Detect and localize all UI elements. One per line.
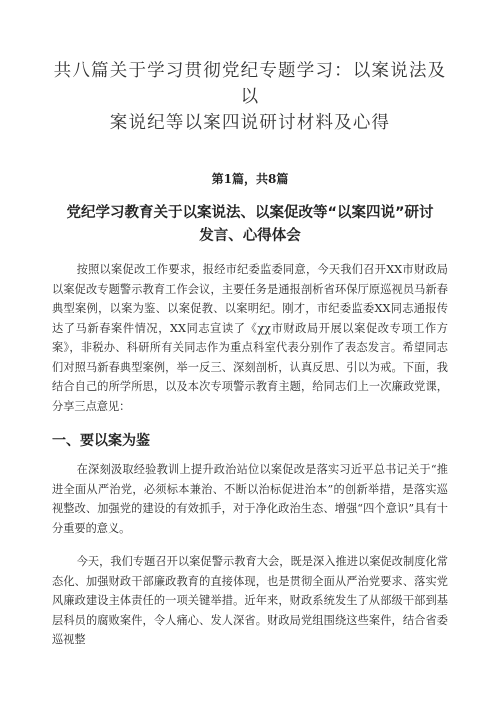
main-title-line-1: 共八篇关于学习贯彻党纪专题学习：以案说法及以 xyxy=(53,61,447,107)
main-title-line-2: 案说纪等以案四说研讨材料及心得 xyxy=(109,113,391,133)
paragraph-section-1: 在深刻汲取经验教训上提升政治站位以案促改是落实习近平总书记关于“推进全面从严治党，必须标本兼治、不断以治标促进治本”的创新举措，是落实巡视整改、加强党的建设的有效抓手，对于净化政治生态、增强“四个意识”具有十分重要的意义。 xyxy=(52,463,448,535)
main-title xyxy=(52,58,448,136)
sub-title-line-2: 发言、心得体会 xyxy=(199,228,301,244)
section-heading-1: 一、要以案为鉴 xyxy=(52,433,150,449)
paragraph-intro: 按照以案促改工作要求，报经市纪委监委同意，今天我们召开XX市财政局以案促改专题警示教育工作会议，主要任务是通报剖析省环保厅原巡视员马新春典型案例，以案为鉴、以案促教、以案明纪。刚才，市纪委监委XX同志通报传达了马新春案件情况，XX同志宣读了《χχ市财政局开展以案促改专项工作方案》，非税办、科研所有关同志作为重点科室代表分别作了表态发言。希望同志们对照马新春典型案例，举一反三、深刻剖析，认真反思、引以为戒。下面，我结合自己的所学所思，以及本次专项警示教育主题，给同志们上一次廉政党课，分享三点意见： xyxy=(52,263,448,413)
paragraph-section-1-continued: 今天，我们专题召开以案促警示教育大会，既是深入推进以案促改制度化常态化、加强财政干部廉政教育的直接体现，也是贯彻全面从严治党要求、落实党风廉政建设主体责任的一项关键举措。近年来，财政系统发生了从部级干部到基层科员的腐败案件，令人痛心、发人深省。财政局党组围绕这些案件，结合省委巡视整 xyxy=(52,555,448,646)
sub-title xyxy=(52,202,448,248)
sub-title-line-1: 党纪学习教育关于以案说法、以案促改等“以案四说”研讨 xyxy=(66,205,434,221)
part-label: 第1篇，共8篇 xyxy=(211,172,289,186)
